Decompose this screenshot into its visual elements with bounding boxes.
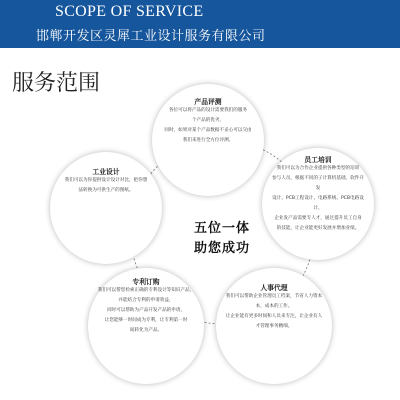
circle-hr-agency (216, 268, 332, 384)
center-slogan (172, 219, 272, 259)
hr-agency-line-3: 让企业能有更多时间和人员来专注，让企业有人 (225, 314, 323, 319)
section-title: 服务范围 (12, 71, 101, 96)
staff-training-title: 员工培训 (304, 156, 332, 164)
center-slogan-line-2: 助您成功 (193, 241, 250, 256)
hr-agency-line-4: 才管理事务精细。 (255, 324, 293, 329)
product-eval-line-2: 个产品的优劣， (191, 118, 225, 123)
hr-agency-line-1: 我们可以帮助企业管理员工档案，节省人力资本 (225, 294, 323, 299)
circle-industrial-design (50, 152, 162, 264)
center-slogan-line-1: 五位一体 (193, 221, 250, 236)
patent-title: 专利订购 (132, 278, 160, 286)
staff-training-line-5: 的技能，让企业能更好发展并增加业绩。 (276, 226, 360, 231)
patent-line-3: 同时可以帮助为产品开发产品的申请， (106, 308, 186, 313)
header-title-en: SCOPE OF SERVICE (55, 3, 204, 20)
industrial-design-line-2: 法转换为可供生产的图纸。 (78, 188, 134, 193)
patent-line-1: 我们可以帮您检索正确的专利设计等知识产品， (97, 288, 195, 293)
staff-training-line-4: 企业发产品需要专人才，通过提升员工自身 (274, 216, 362, 221)
circle-patent (88, 268, 204, 384)
staff-training-line-2: 参与人员，根据不同的子计算机基础，软件开发 (272, 176, 364, 191)
patent-line-2: 并能结合专利的申请效益， (118, 298, 174, 303)
patent-line-5: 间转化为产品。 (129, 328, 163, 333)
hr-agency-line-2: 本，成本的工作。 (255, 304, 293, 309)
staff-training-line-3: 设计、PCB工程设计、电路系统、PCB电路设计、 (272, 196, 364, 211)
patent-line-4: 让您能够一时间成为专利，让专利第一时 (104, 318, 188, 323)
hr-agency-title: 人事代理 (260, 284, 288, 292)
product-eval-line-3: 同时，如果对某个产品数据不妥心可以交由 (164, 128, 252, 133)
circle-staff-training (262, 148, 374, 260)
product-eval-title: 产品评测 (194, 98, 222, 106)
staff-training-line-1: 我们可以为合作企业提供各种类型的培训 (276, 166, 360, 171)
header-title-cn: 邯郸开发区灵犀工业设计服务有限公司 (36, 29, 266, 44)
industrial-design-title: 工业设计 (92, 168, 120, 176)
circle-product-eval (152, 84, 264, 196)
product-eval-line-4: 我们来进行全方位评测。 (182, 138, 234, 143)
product-eval-line-1: 各位可以将产品的设计需要我们的服务 (168, 108, 248, 113)
industrial-design-line-1: 我们可以为你提供设计设计对比，把你想 (64, 178, 148, 183)
